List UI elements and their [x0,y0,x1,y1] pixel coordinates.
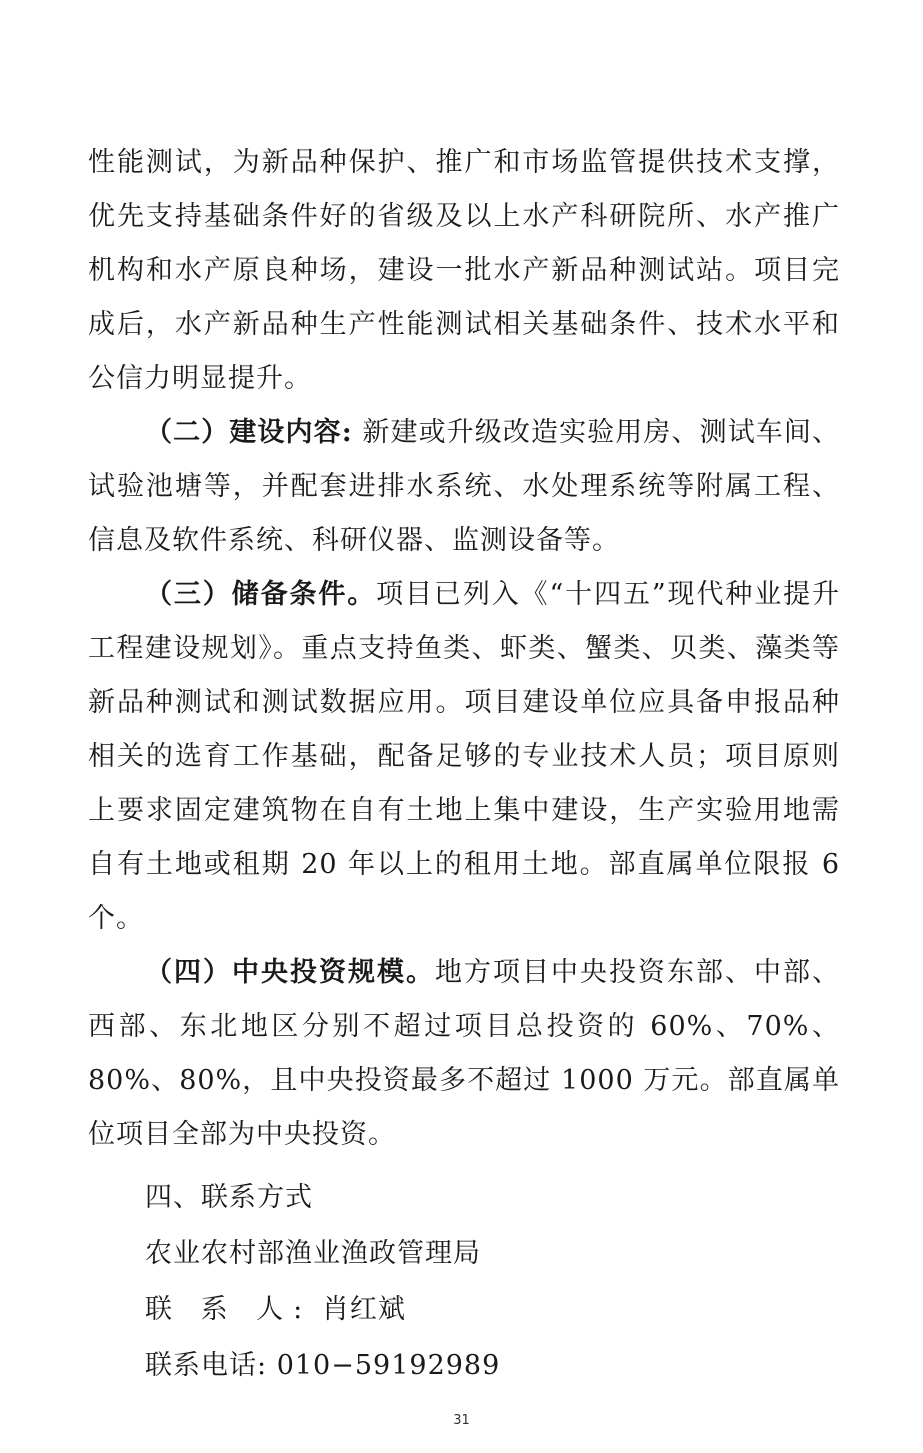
document-body [88,136,840,1162]
contact-phone-value: 010−59192989 [267,1350,501,1381]
paragraph-continuation: 性能测试，为新品种保护、推广和市场监管提供技术支撑，优先支持基础条件好的省级及以上水产科研院所、水产推广机构和水产原良种场，建设一批水产新品种测试站。项目完成后，水产新品种生产性能测试相关基础条件、技术水平和公信力明显提升。 [88,147,840,394]
contact-person-label: 联 系 人: [145,1294,313,1325]
contact-organization: 农业农村部渔业渔政管理局 [145,1238,481,1269]
contact-phone [145,1338,500,1394]
page-number: 31 [453,1413,470,1428]
section-body-construction-content: 新建或升级改造实验用房、测试车间、试验池塘等，并配套进排水系统、水处理系统等附属工程、信息及软件系统、科研仪器、监测设备等。 [88,417,840,556]
section-heading-construction-content: （二）建设内容: [145,417,353,448]
contact-section [145,1170,500,1394]
contact-person-name: 肖红斌 [312,1294,406,1325]
section-body-reserve-conditions: 项目已列入《“十四五”现代种业提升工程建设规划》。重点支持鱼类、虾类、蟹类、贝类、藻类等新品种测试和测试数据应用。项目建设单位应具备申报品种相关的选育工作基础，配备足够的专业技术人员；项目原则上要求固定建筑物在自有土地上集中建设，生产实验用地需自有土地或租期 20 年以上的租用土地。部直属单位限报 6 个。 [88,579,841,934]
section-heading-investment-scale: （四）中央投资规模。 [145,957,435,988]
contact-person [145,1282,500,1338]
section-heading-reserve-conditions: （三）储备条件。 [145,579,377,610]
paragraph-investment-scale [88,946,840,1162]
paragraph-reserve-conditions [88,568,840,946]
contact-phone-label: 联系电话: [145,1350,268,1381]
section-body-investment-scale: 地方项目中央投资东部、中部、西部、东北地区分别不超过项目总投资的 60%、70%、80%、80%，且中央投资最多不超过 1000 万元。部直属单位项目全部为中央投资。 [88,957,840,1150]
contact-heading: 四、联系方式 [145,1182,313,1213]
paragraph-construction-content [88,406,840,568]
